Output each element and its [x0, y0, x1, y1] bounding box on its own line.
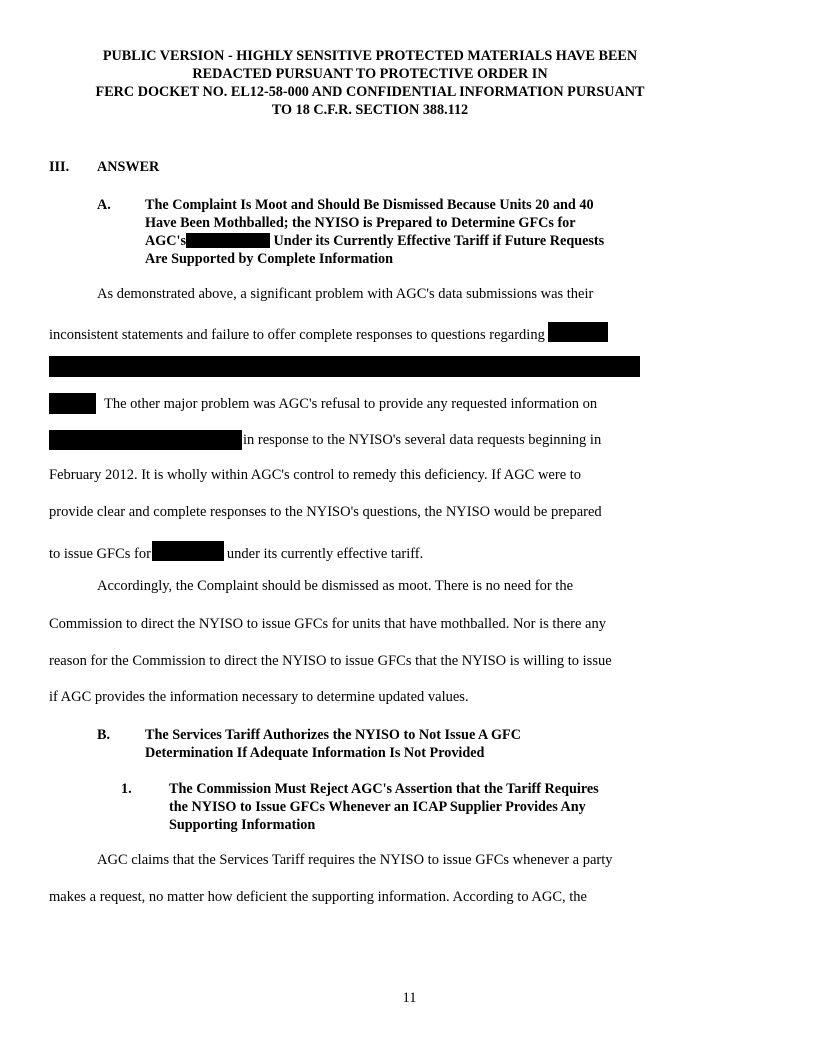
subsection-letter-a: A. [97, 197, 111, 213]
subsection-1-line-3: Supporting Information [169, 817, 316, 833]
paragraph-3-line-1: AGC claims that the Services Tariff requires the NYISO to issue GFCs whenever a party [97, 852, 613, 868]
paragraph-1-line-2-text: inconsistent statements and failure to offer complete responses to questions regarding [49, 327, 545, 343]
subsection-a-line-1: The Complaint Is Moot and Should Be Dismissed Because Units 20 and 40 [145, 197, 594, 213]
subsection-a-line-2: Have Been Mothballed; the NYISO is Prepared to Determine GFCs for [145, 215, 576, 231]
subsection-b-line-1: The Services Tariff Authorizes the NYISO to Not Issue A GFC [145, 727, 521, 743]
subsection-letter-b: B. [97, 727, 111, 743]
paragraph-1-line-6: February 2012. It is wholly within AGC's control to remedy this deficiency. If AGC were to [49, 467, 582, 483]
subsection-a-line-3 [145, 233, 604, 251]
redaction-block [186, 233, 270, 248]
page-number: 11 [402, 990, 417, 1006]
paragraph-1-line-5: in response to the NYISO's several data requests beginning in [243, 432, 602, 448]
section-title-answer: ANSWER [97, 159, 160, 175]
paragraph-1-line-7: provide clear and complete responses to the NYISO's questions, the NYISO would be prepared [49, 504, 602, 520]
paragraph-1-line-2 [49, 322, 608, 344]
subsection-a-line-4: Are Supported by Complete Information [145, 251, 394, 267]
paragraph-2-line-4: if AGC provides the information necessary to determine updated values. [49, 689, 469, 705]
header-line-3: FERC DOCKET NO. EL12-58-000 AND CONFIDENTIAL INFORMATION PURSUANT [95, 84, 645, 100]
paragraph-3-line-2: makes a request, no matter how deficient the supporting information. According to AGC, the [49, 889, 587, 905]
redaction-block [49, 393, 96, 414]
paragraph-1-line-8-end: under its currently effective tariff. [226, 546, 424, 562]
subsection-1-line-1: The Commission Must Reject AGC's Assertion that the Tariff Requires [169, 781, 599, 797]
subsection-number-1: 1. [121, 781, 132, 797]
subsection-a-line-3-start: AGC's [145, 233, 186, 249]
header-line-4: TO 18 C.F.R. SECTION 388.112 [271, 102, 469, 118]
paragraph-1-line-1: As demonstrated above, a significant problem with AGC's data submissions was their [97, 286, 594, 302]
paragraph-1-line-8 [49, 541, 423, 563]
section-number-iii: III. [49, 159, 70, 175]
subsection-a-line-3-end: Under its Currently Effective Tariff if Future Requests [273, 233, 605, 249]
redaction-block [49, 430, 242, 450]
redaction-block [152, 541, 224, 561]
paragraph-1-line-8-start: to issue GFCs for [49, 546, 151, 562]
paragraph-2-line-3: reason for the Commission to direct the NYISO to issue GFCs that the NYISO is willing to issue [49, 653, 612, 669]
subsection-1-line-2: the NYISO to Issue GFCs Whenever an ICAP Supplier Provides Any [169, 799, 586, 815]
confidentiality-header [40, 47, 700, 119]
paragraph-1-line-4: The other major problem was AGC's refusal to provide any requested information on [104, 396, 598, 412]
paragraph-2-line-1: Accordingly, the Complaint should be dismissed as moot. There is no need for the [97, 578, 574, 594]
redaction-bar [49, 356, 640, 377]
redaction-block [548, 322, 608, 342]
header-line-1: PUBLIC VERSION - HIGHLY SENSITIVE PROTECTED MATERIALS HAVE BEEN [102, 48, 638, 64]
subsection-b-line-2: Determination If Adequate Information Is Not Provided [145, 745, 485, 761]
header-line-2: REDACTED PURSUANT TO PROTECTIVE ORDER IN [192, 66, 548, 82]
paragraph-2-line-2: Commission to direct the NYISO to issue GFCs for units that have mothballed. Nor is there any [49, 616, 606, 632]
